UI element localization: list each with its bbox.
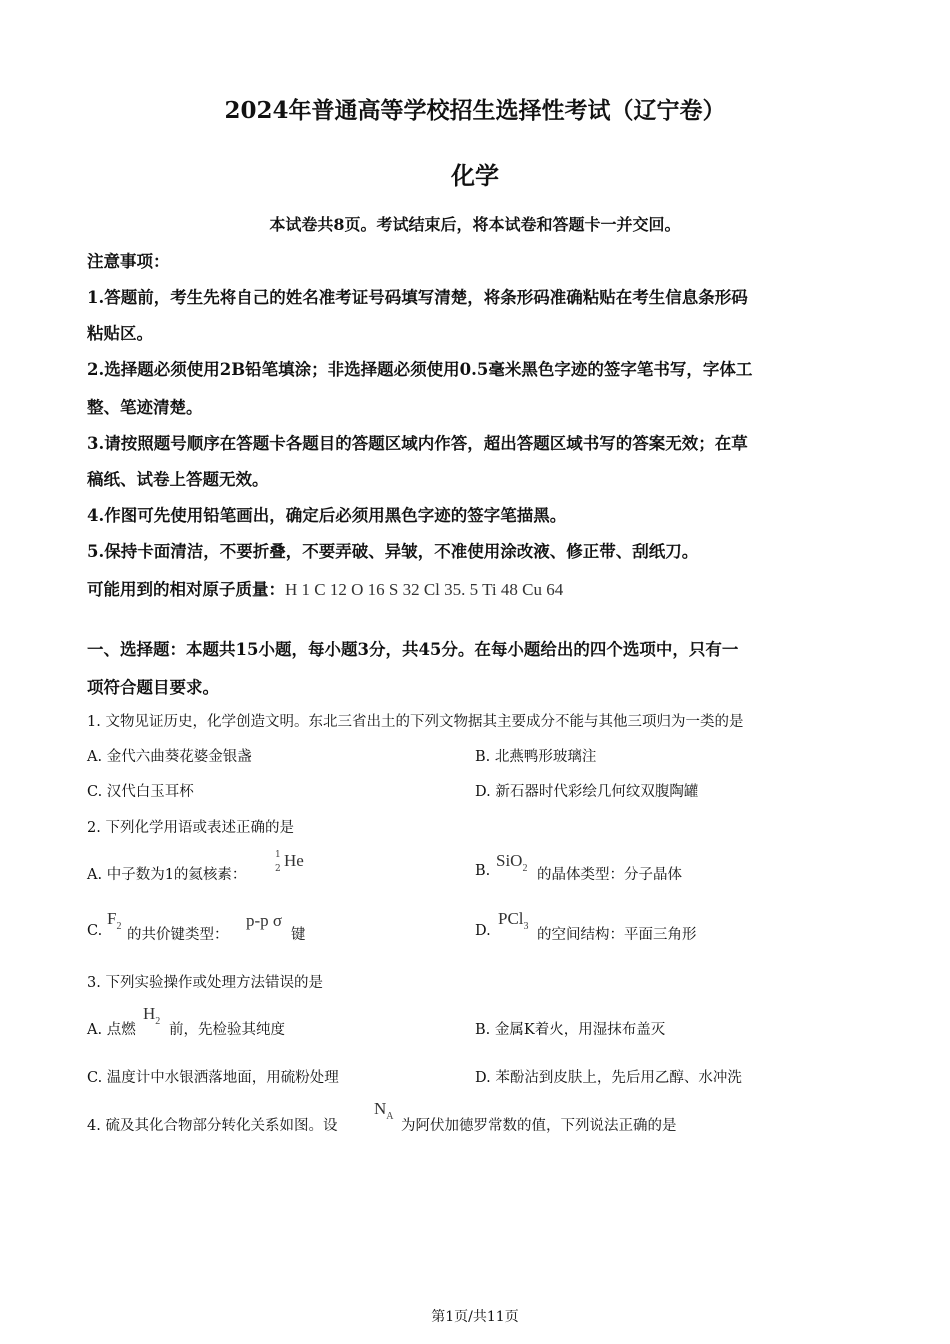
question-2-option-d-prefix: D.: [475, 923, 491, 939]
formula-text: PCl: [498, 909, 524, 928]
note-2-line-2: 整、笔迹清楚。: [87, 398, 203, 417]
question-1-stem: 1. 文物见证历史，化学创造文明。东北三省出土的下列文物据其主要成分不能与其他三项归为一类的是: [87, 714, 744, 730]
formula-subscript: 2: [116, 921, 122, 932]
question-2-option-d-text: 的空间结构：平面三角形: [537, 927, 697, 943]
notes-heading: 注意事项：: [87, 252, 170, 271]
note-1-line-2: 粘贴区。: [87, 324, 153, 343]
subject-title: 化学: [451, 161, 499, 190]
question-2-option-c-text: 的共价键类型：: [127, 927, 229, 943]
exam-intro: 本试卷共8页。考试结束后，将本试卷和答题卡一并交回。: [269, 215, 681, 234]
page-footer: 第1页/共11页: [431, 1309, 519, 1325]
note-3-line-2: 稿纸、试卷上答题无效。: [87, 470, 269, 489]
formula-text: F: [107, 909, 117, 928]
question-1-option-d: D. 新石器时代彩绘几何纹双腹陶罐: [475, 784, 699, 800]
formula-subscript: 2: [522, 863, 528, 874]
nuclide-mass-number: 1: [275, 850, 281, 860]
formula-text: H: [143, 1004, 156, 1023]
question-2-stem: 2. 下列化学用语或表述正确的是: [87, 820, 294, 836]
question-1-option-b: B. 北燕鸭形玻璃注: [475, 749, 597, 765]
bond-type: p-p σ: [246, 911, 283, 930]
question-3-option-c: C. 温度计中水银洒落地面，用硫粉处理: [87, 1070, 339, 1086]
question-3-option-b: B. 金属K着火，用湿抹布盖灭: [475, 1022, 666, 1038]
question-2-option-c-tail: 键: [291, 927, 306, 943]
exam-title: 2024年普通高等学校招生选择性考试（辽宁卷）: [224, 97, 726, 124]
formula-subscript: 3: [523, 921, 529, 932]
question-1-option-c: C. 汉代白玉耳杯: [87, 784, 194, 800]
nuclide-atomic-number: 2: [275, 864, 281, 874]
question-2-option-b-prefix: B.: [475, 863, 491, 879]
h2-formula: [143, 1004, 160, 1027]
atomic-masses: [87, 576, 563, 600]
question-4-stem-prefix: 4. 硫及其化合物部分转化关系如图。设: [87, 1118, 338, 1134]
atomic-masses-label: 可能用到的相对原子质量：: [87, 580, 285, 599]
question-1-option-a: A. 金代六曲葵花婆金银盏: [87, 749, 252, 765]
question-2-option-a: [87, 863, 246, 884]
question-3-option-a-text: 前，先检验其纯度: [169, 1022, 285, 1038]
pcl3-formula: [498, 909, 529, 932]
question-4-stem-suffix: 为阿伏加德罗常数的值，下列说法正确的是: [401, 1118, 677, 1134]
note-5: 5.保持卡面清洁，不要折叠，不要弄破、异皱，不准使用涂改液、修正带、刮纸刀。: [87, 542, 699, 561]
avogadro-symbol: [374, 1099, 394, 1122]
section-1-heading-line-2: 项符合题目要求。: [87, 678, 219, 697]
formula-subscript: 2: [155, 1016, 161, 1027]
note-4: 4.作图可先使用铅笔画出，确定后必须用黑色字迹的签字笔描黑。: [87, 506, 567, 525]
atomic-masses-values: H 1 C 12 O 16 S 32 Cl 35. 5 Ti 48 Cu 64: [285, 580, 564, 599]
question-2-option-b-text: 的晶体类型：分子晶体: [537, 867, 682, 883]
formula-text: N: [374, 1099, 387, 1118]
question-3-option-a-prefix: A. 点燃: [87, 1022, 136, 1038]
f2-formula: [107, 909, 121, 932]
question-2-option-c-prefix: C.: [87, 923, 103, 939]
option-a-text: A. 中子数为1的氦核素：: [87, 867, 247, 883]
note-2-line-1: 2.选择题必须使用2B铅笔填涂；非选择题必须使用0.5毫米黑色字迹的签字笔书写，字体工: [87, 360, 753, 379]
note-3-line-1: 3.请按照题号顺序在答题卡各题目的答题区域内作答，超出答题区域书写的答案无效；在草: [87, 434, 748, 453]
question-3-option-d: D. 苯酚沾到皮肤上，先后用乙醇、水冲洗: [475, 1070, 742, 1086]
section-1-heading-line-1: 一、选择题：本题共15小题，每小题3分，共45分。在每小题给出的四个选项中，只有一: [87, 640, 739, 659]
question-3-stem: 3. 下列实验操作或处理方法错误的是: [87, 975, 323, 991]
nuclide-symbol: He: [284, 851, 304, 870]
formula-subscript: A: [386, 1111, 394, 1122]
sio2-formula: [496, 851, 527, 874]
formula-text: SiO: [496, 851, 523, 870]
note-1-line-1: 1.答题前，考生先将自己的姓名准考证号码填写清楚，将条形码准确粘贴在考生信息条形码: [87, 288, 748, 307]
